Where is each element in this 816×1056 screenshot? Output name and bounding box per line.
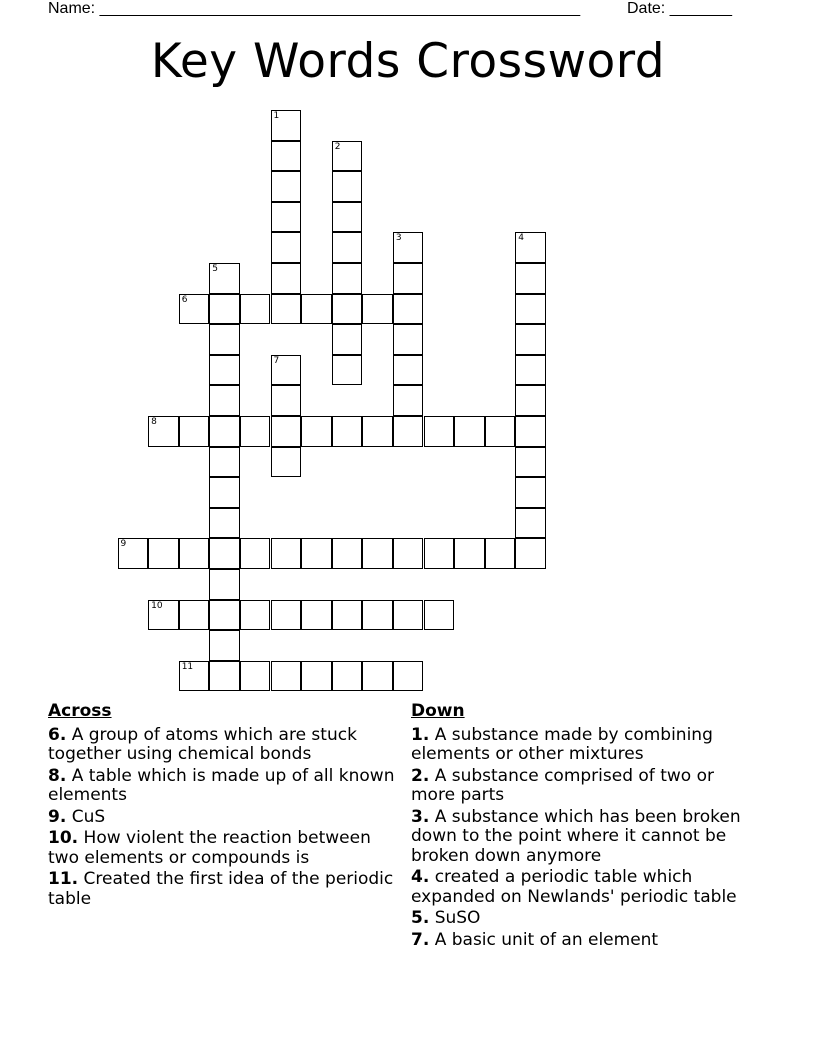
- crossword-cell[interactable]: [393, 294, 424, 325]
- crossword-cell[interactable]: [515, 263, 546, 294]
- crossword-cell[interactable]: [271, 447, 302, 478]
- clue-text: A group of atoms which are stuck together using chemical bonds: [48, 724, 357, 764]
- crossword-cell[interactable]: [209, 661, 240, 692]
- crossword-cell[interactable]: [515, 355, 546, 386]
- crossword-cell[interactable]: [271, 110, 302, 141]
- cell-number: 7: [273, 355, 280, 366]
- crossword-cell[interactable]: [301, 294, 332, 325]
- clue-down: [411, 931, 761, 951]
- clue-text: created a periodic table which expanded on Newlands' periodic table: [411, 867, 737, 907]
- crossword-cell[interactable]: [515, 508, 546, 539]
- crossword-cell[interactable]: [271, 661, 302, 692]
- crossword-cell[interactable]: [271, 294, 302, 325]
- crossword-cell[interactable]: [393, 416, 424, 447]
- cell-number: 4: [518, 233, 525, 244]
- crossword-cell[interactable]: [209, 538, 240, 569]
- crossword-cell[interactable]: [485, 416, 516, 447]
- crossword-cell[interactable]: [362, 661, 393, 692]
- crossword-cell[interactable]: [362, 538, 393, 569]
- crossword-cell[interactable]: [209, 263, 240, 294]
- crossword-cell[interactable]: [332, 263, 363, 294]
- crossword-cell[interactable]: [332, 232, 363, 263]
- crossword-cell[interactable]: [424, 600, 455, 631]
- crossword-cell[interactable]: [362, 294, 393, 325]
- clue-number: 4.: [411, 867, 430, 887]
- cell-number: 11: [181, 661, 194, 672]
- crossword-cell[interactable]: [148, 600, 179, 631]
- clue-down: [411, 868, 761, 907]
- clue-down: [411, 726, 761, 765]
- date-field-label[interactable]: Date: _______: [627, 0, 732, 17]
- cell-number: 1: [273, 111, 280, 121]
- crossword-cell[interactable]: [454, 416, 485, 447]
- clue-text: CuS: [71, 806, 106, 827]
- crossword-cell[interactable]: [393, 232, 424, 263]
- clue-number: 1.: [411, 724, 430, 745]
- crossword-cell[interactable]: [393, 324, 424, 355]
- cell-number: 8: [151, 417, 157, 427]
- crossword-cell[interactable]: [209, 385, 240, 416]
- crossword-cell[interactable]: [209, 630, 240, 661]
- cell-number: 6: [181, 294, 188, 305]
- clue-across: [48, 767, 398, 806]
- clue-text: A substance which has been broken down to the point where it cannot be broken down anymore: [411, 806, 741, 866]
- crossword-cell[interactable]: [271, 232, 302, 263]
- crossword-cell[interactable]: [515, 477, 546, 508]
- crossword-cell[interactable]: [301, 416, 332, 447]
- crossword-cell[interactable]: [332, 141, 363, 172]
- clue-down: [411, 909, 761, 929]
- crossword-cell[interactable]: [240, 600, 271, 631]
- crossword-cell[interactable]: [515, 385, 546, 416]
- across-heading: Across: [48, 701, 112, 721]
- clue-number: 2.: [411, 765, 430, 786]
- crossword-cell[interactable]: [332, 171, 363, 202]
- crossword-cell[interactable]: [209, 508, 240, 539]
- clue-number: 8.: [48, 765, 67, 786]
- crossword-cell[interactable]: [209, 355, 240, 386]
- crossword-cell[interactable]: [271, 355, 302, 386]
- crossword-cell[interactable]: [179, 538, 210, 569]
- clue-number: 3.: [411, 806, 430, 827]
- crossword-cell[interactable]: [393, 385, 424, 416]
- crossword-cell[interactable]: [209, 324, 240, 355]
- crossword-cell[interactable]: [393, 538, 424, 569]
- crossword-cell[interactable]: [332, 661, 363, 692]
- down-clues: [411, 702, 761, 952]
- crossword-cell[interactable]: [393, 661, 424, 692]
- crossword-cell[interactable]: [362, 416, 393, 447]
- crossword-cell[interactable]: [240, 294, 271, 325]
- crossword-cell[interactable]: [271, 263, 302, 294]
- crossword-cell[interactable]: [424, 538, 455, 569]
- crossword-cell[interactable]: [515, 416, 546, 447]
- crossword-cell[interactable]: [271, 416, 302, 447]
- crossword-cell[interactable]: [454, 538, 485, 569]
- crossword-cell[interactable]: [271, 600, 302, 631]
- crossword-cell[interactable]: [301, 600, 332, 631]
- crossword-cell[interactable]: [332, 202, 363, 233]
- crossword-cell[interactable]: [271, 141, 302, 172]
- cell-number: 2: [334, 141, 341, 152]
- clue-text: SuSO: [434, 908, 481, 928]
- clue-across: [48, 808, 398, 828]
- crossword-cell[interactable]: [240, 538, 271, 569]
- crossword-cell[interactable]: [362, 600, 393, 631]
- crossword-cell[interactable]: [515, 294, 546, 325]
- crossword-cell[interactable]: [209, 600, 240, 631]
- crossword-cell[interactable]: [301, 538, 332, 569]
- clue-text: Created the first idea of the periodic table: [48, 869, 394, 909]
- clue-text: A substance comprised of two or more parts: [411, 765, 714, 805]
- clue-text: How violent the reaction between two elements or compounds is: [48, 828, 371, 868]
- crossword-cell[interactable]: [424, 416, 455, 447]
- crossword-cell[interactable]: [393, 600, 424, 631]
- clue-across: [48, 726, 398, 765]
- cell-number: 9: [120, 539, 127, 550]
- clue-down: [411, 767, 761, 806]
- crossword-cell[interactable]: [209, 447, 240, 478]
- crossword-cell[interactable]: [332, 538, 363, 569]
- crossword-cell[interactable]: [515, 447, 546, 478]
- crossword-cell[interactable]: [271, 202, 302, 233]
- crossword-cell[interactable]: [515, 324, 546, 355]
- crossword-cell[interactable]: [179, 294, 210, 325]
- crossword-cell[interactable]: [179, 416, 210, 447]
- clue-text: A table which is made up of all known elements: [48, 765, 395, 805]
- clue-number: 10.: [48, 828, 79, 848]
- crossword-cell[interactable]: [485, 538, 516, 569]
- crossword-cell[interactable]: [209, 416, 240, 447]
- down-heading: Down: [411, 701, 465, 721]
- clue-number: 11.: [48, 869, 79, 889]
- crossword-cell[interactable]: [271, 171, 302, 202]
- crossword-cell[interactable]: [118, 538, 149, 569]
- crossword-cell[interactable]: [393, 263, 424, 294]
- crossword-cell[interactable]: [209, 477, 240, 508]
- crossword-cell[interactable]: [301, 661, 332, 692]
- clue-number: 7.: [411, 929, 430, 950]
- crossword-cell[interactable]: [209, 569, 240, 600]
- cell-number: 5: [212, 264, 219, 274]
- crossword-cell[interactable]: [240, 416, 271, 447]
- crossword-cell[interactable]: [148, 538, 179, 569]
- crossword-cell[interactable]: [148, 416, 179, 447]
- crossword-cell[interactable]: [332, 324, 363, 355]
- crossword-cell[interactable]: [179, 661, 210, 692]
- crossword-cell[interactable]: [240, 661, 271, 692]
- page-title: Key Words Crossword: [150, 34, 666, 89]
- crossword-cell[interactable]: [515, 538, 546, 569]
- clue-across: [48, 829, 398, 868]
- crossword-cell[interactable]: [179, 600, 210, 631]
- clue-text: A basic unit of an element: [434, 929, 659, 950]
- clue-number: 6.: [48, 724, 67, 745]
- across-clues: [48, 702, 398, 911]
- crossword-cell[interactable]: [332, 416, 363, 447]
- clue-across: [48, 870, 398, 909]
- crossword-cell[interactable]: [332, 294, 363, 325]
- cell-number: 10: [151, 600, 163, 611]
- clue-text: A substance made by combining elements or other mixtures: [411, 724, 713, 764]
- crossword-cell[interactable]: [515, 232, 546, 263]
- crossword-cell[interactable]: [332, 355, 363, 386]
- clue-number: 5.: [411, 908, 430, 928]
- cell-number: 3: [395, 233, 402, 244]
- crossword-cell[interactable]: [332, 600, 363, 631]
- name-field-label[interactable]: Name: ______________________________________________________: [48, 0, 581, 17]
- crossword-cell[interactable]: [271, 385, 302, 416]
- crossword-cell[interactable]: [271, 538, 302, 569]
- clue-down: [411, 808, 761, 867]
- clue-number: 9.: [48, 806, 67, 827]
- crossword-cell[interactable]: [209, 294, 240, 325]
- crossword-cell[interactable]: [393, 355, 424, 386]
